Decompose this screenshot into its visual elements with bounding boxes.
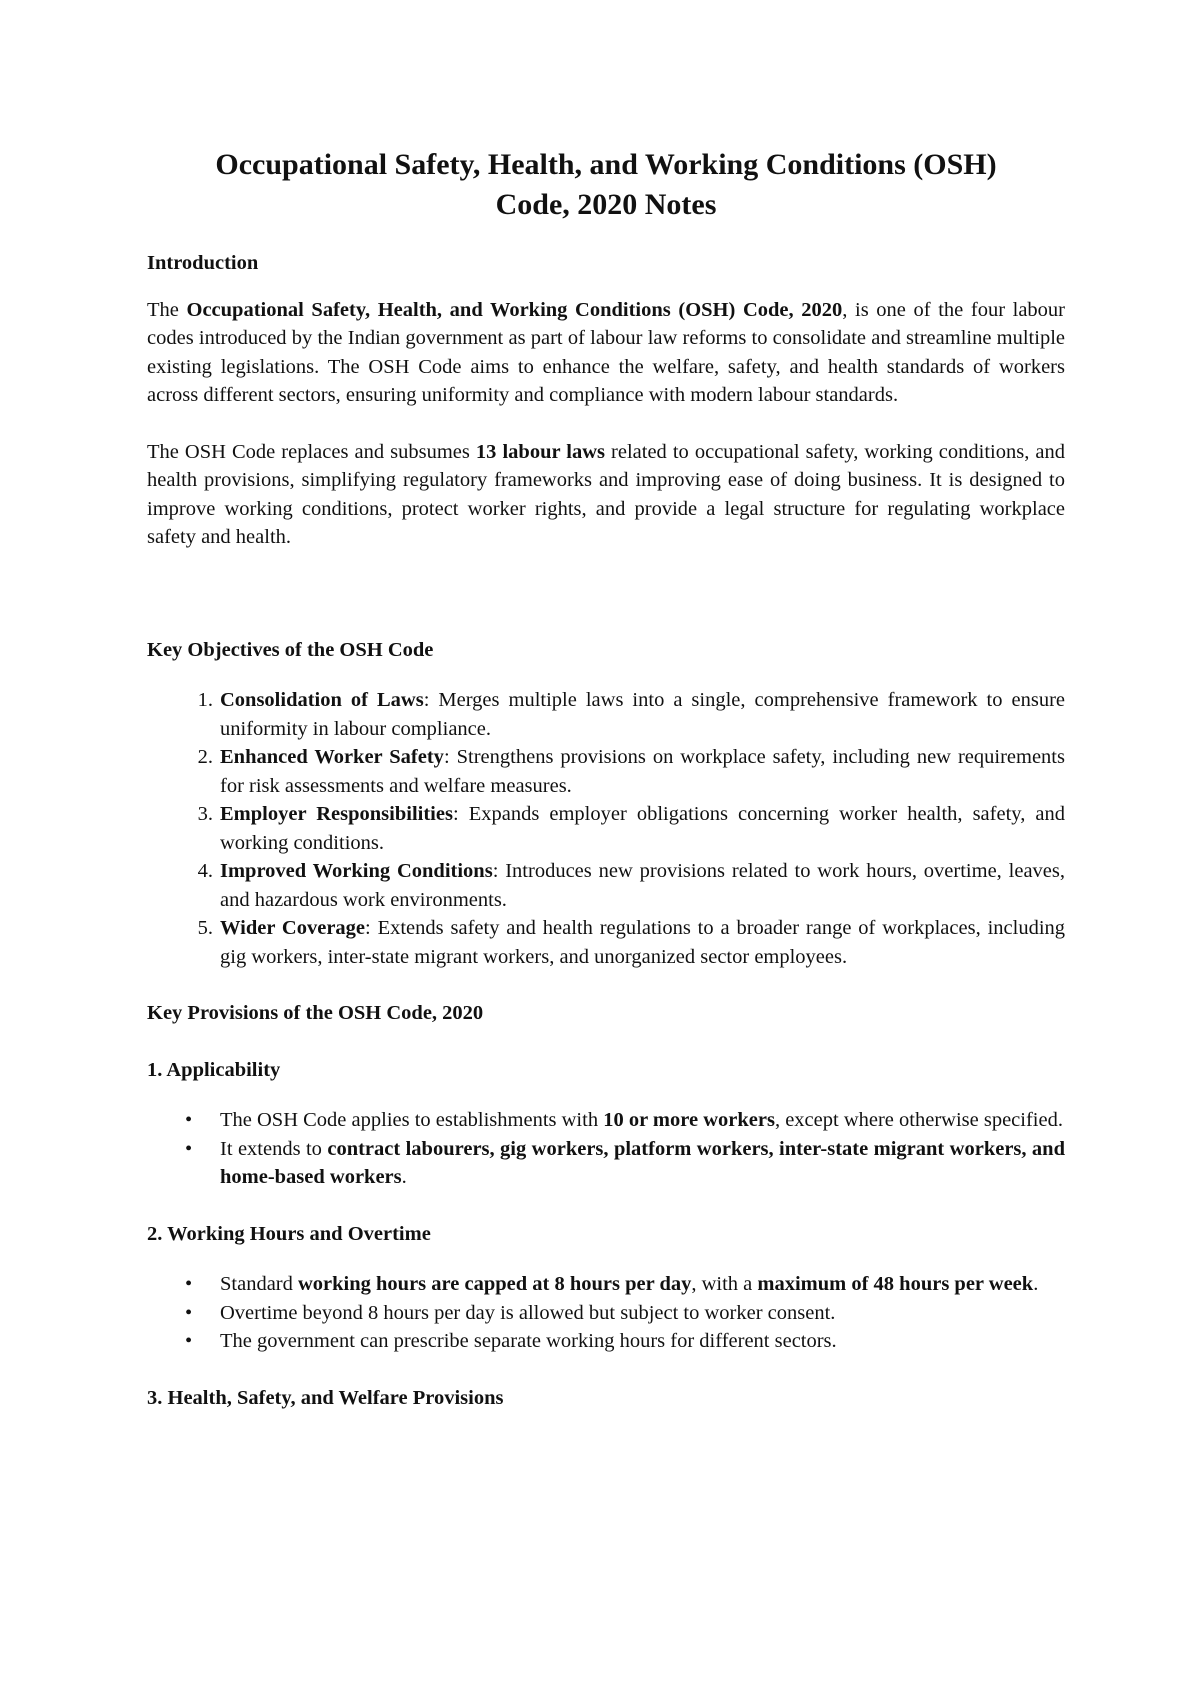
bullet-icon: •	[185, 1137, 193, 1160]
working-hours-heading: 2. Working Hours and Overtime	[147, 1222, 431, 1245]
applicability-list	[147, 1106, 1065, 1192]
bullet-icon: •	[185, 1330, 193, 1352]
document-body	[147, 145, 1065, 1412]
provisions-heading: Key Provisions of the OSH Code, 2020	[147, 1002, 484, 1024]
objectives-heading: Key Objectives of the OSH Code	[147, 638, 434, 661]
list-item: • Standard working hours are capped at 8 hours per day, with a maximum of 48 hours per week.	[147, 1270, 1065, 1299]
list-item: • It extends to contract labourers, gig workers, platform workers, inter-state migrant workers, and home-based workers.	[147, 1135, 1065, 1192]
bullet-icon: •	[185, 1109, 193, 1131]
list-item: 3. Employer Responsibilities: Expands employer obligations concerning worker health, safety, and working conditions.	[197, 803, 1065, 854]
title-line-1: Occupational Safety, Health, and Working Conditions (OSH)	[215, 148, 997, 181]
list-item: • The OSH Code applies to establishments with 10 or more workers, except where otherwise specified.	[147, 1106, 1065, 1135]
page-title	[147, 145, 1065, 225]
intro-paragraph-1: The Occupational Safety, Health, and Working Conditions (OSH) Code, 2020, is one of the four labour codes introduced by the Indian government as part of labour law reforms to consolidate and streamline multiple existing legislations. The OSH Code aims to enhance the welfare, safety, and health standards of workers across different sectors, ensuring uniformity and compliance with modern labour standards.	[147, 298, 1066, 406]
list-item: 2. Enhanced Worker Safety: Strengthens provisions on workplace safety, including new requirements for risk assessments and welfare measures.	[197, 746, 1065, 797]
list-item: • Overtime beyond 8 hours per day is allowed but subject to worker consent.	[147, 1299, 1065, 1328]
list-item: 4. Improved Working Conditions: Introduces new provisions related to work hours, overtime, leaves, and hazardous work environments.	[197, 860, 1065, 911]
health-safety-heading: 3. Health, Safety, and Welfare Provisions	[147, 1386, 504, 1409]
intro-paragraph-2: The OSH Code replaces and subsumes 13 labour laws related to occupational safety, working conditions, and health provisions, simplifying regulatory frameworks and improving ease of doing business. It is designed to improve working conditions, protect worker rights, and provide a legal structure for regulating workplace safety and health.	[147, 440, 1065, 548]
working-hours-list	[147, 1270, 1065, 1356]
bullet-icon: •	[185, 1273, 193, 1295]
introduction-heading: Introduction	[147, 252, 259, 274]
list-item: 5. Wider Coverage: Extends safety and health regulations to a broader range of workplaces, including gig workers, inter-state migrant workers, and unorganized sector employees.	[197, 917, 1066, 968]
list-item: • The government can prescribe separate working hours for different sectors.	[147, 1327, 1065, 1356]
applicability-heading: 1. Applicability	[147, 1058, 281, 1081]
objectives-list	[147, 686, 1065, 971]
bullet-icon: •	[185, 1301, 193, 1324]
title-line-2: Code, 2020 Notes	[495, 188, 717, 221]
list-item: 1. Consolidation of Laws: Merges multiple laws into a single, comprehensive framework to ensure uniformity in labour compliance.	[197, 689, 1065, 740]
